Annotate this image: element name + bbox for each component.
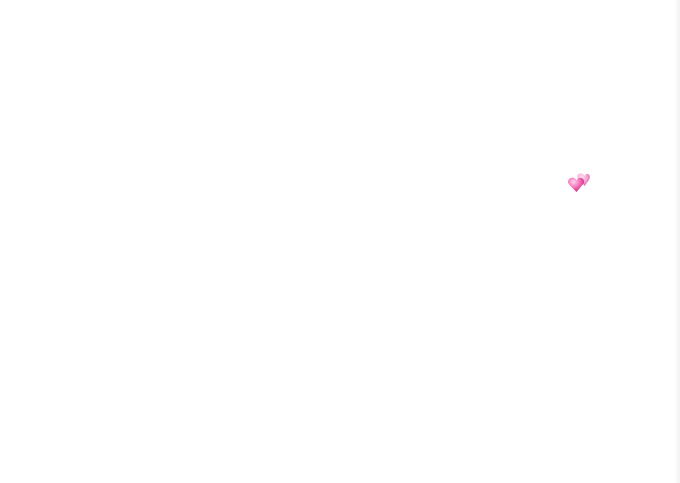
- page-edge-shadow: [674, 0, 680, 483]
- pink-hearts-icon: [566, 172, 592, 194]
